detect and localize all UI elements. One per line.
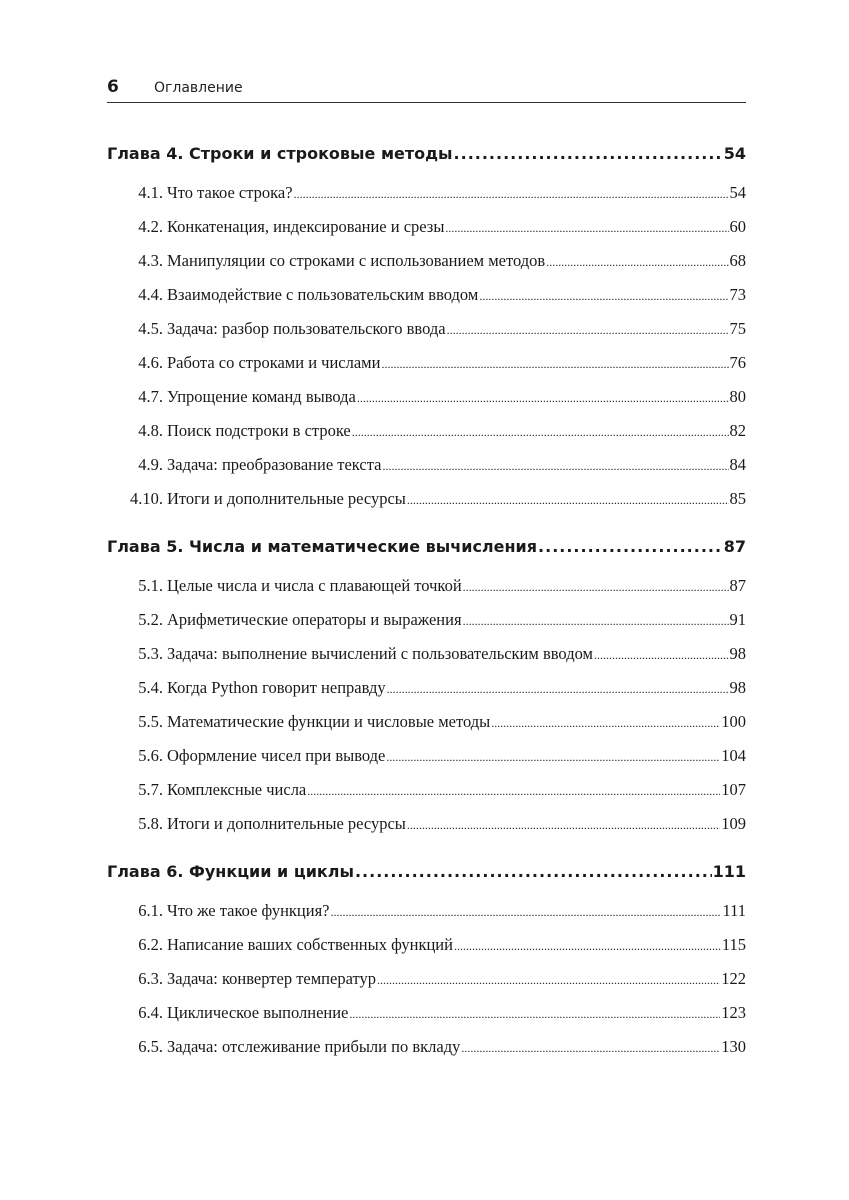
section-page-number: 109 xyxy=(721,814,746,833)
section-number: 5.1. xyxy=(138,576,163,595)
section-entry[interactable] xyxy=(107,244,746,278)
section-title: Оформление чисел при выводе xyxy=(167,746,386,765)
chapter-block xyxy=(107,533,746,841)
section-title: Задача: разбор пользовательского ввода xyxy=(167,319,446,338)
dot-leader xyxy=(352,415,729,449)
section-title: Математические функции и числовые методы xyxy=(167,712,491,731)
section-page-number: 76 xyxy=(729,353,746,372)
section-title: Поиск подстроки в строке xyxy=(167,421,351,440)
section-page-number: 91 xyxy=(729,610,746,629)
section-entry[interactable] xyxy=(107,671,746,705)
dot-leader xyxy=(463,604,729,638)
section-title: Комплексные числа xyxy=(167,780,307,799)
dot-leader xyxy=(454,140,723,168)
section-title: Когда Python говорит неправду xyxy=(167,678,386,697)
section-page-number: 104 xyxy=(721,746,746,765)
section-entry[interactable] xyxy=(107,739,746,773)
section-entry[interactable] xyxy=(107,705,746,739)
section-number: 4.10. xyxy=(130,489,163,508)
section-title: Упрощение команд вывода xyxy=(167,387,356,406)
section-page-number: 122 xyxy=(721,969,746,988)
dot-leader xyxy=(381,347,728,381)
section-entry[interactable] xyxy=(107,176,746,210)
dot-leader xyxy=(479,279,728,313)
section-entry[interactable] xyxy=(107,894,746,928)
section-number: 5.7. xyxy=(138,780,163,799)
dot-leader xyxy=(538,533,723,561)
section-entry[interactable] xyxy=(107,346,746,380)
section-number: 4.7. xyxy=(138,387,163,406)
section-number: 6.1. xyxy=(138,901,163,920)
section-number: 6.4. xyxy=(138,1003,163,1022)
section-entry[interactable] xyxy=(107,482,746,516)
chapter-entry[interactable] xyxy=(107,533,746,561)
section-title: Работа со строками и числами xyxy=(167,353,381,372)
section-number: 6.5. xyxy=(138,1037,163,1056)
section-entry[interactable] xyxy=(107,210,746,244)
page-header xyxy=(107,76,746,103)
chapter-title: Глава 5. Числа и математические вычисления xyxy=(107,537,538,556)
chapter-page-number: 111 xyxy=(712,862,746,881)
dot-leader xyxy=(377,963,720,997)
section-number: 4.4. xyxy=(138,285,163,304)
dot-leader xyxy=(386,740,720,774)
running-title: Оглавление xyxy=(154,80,243,96)
section-page-number: 85 xyxy=(729,489,746,508)
section-title: Задача: конвертер температур xyxy=(167,969,376,988)
section-title: Манипуляции со строками с использованием методов xyxy=(167,251,546,270)
section-entry[interactable] xyxy=(107,380,746,414)
chapter-entry[interactable] xyxy=(107,858,746,886)
dot-leader xyxy=(461,1031,720,1065)
section-number: 4.6. xyxy=(138,353,163,372)
section-entry[interactable] xyxy=(107,1030,746,1064)
section-entry[interactable] xyxy=(107,448,746,482)
dot-leader xyxy=(307,774,720,808)
section-title: Итоги и дополнительные ресурсы xyxy=(167,489,406,508)
dot-leader xyxy=(463,570,729,604)
section-title: Написание ваших собственных функций xyxy=(167,935,453,954)
dot-leader xyxy=(407,483,729,517)
section-number: 4.5. xyxy=(138,319,163,338)
chapter-page-number: 87 xyxy=(723,537,746,556)
section-entry[interactable] xyxy=(107,773,746,807)
section-title: Взаимодействие с пользовательским вводом xyxy=(167,285,479,304)
dot-leader xyxy=(407,808,720,842)
section-page-number: 73 xyxy=(729,285,746,304)
section-title: Итоги и дополнительные ресурсы xyxy=(167,814,406,833)
section-page-number: 84 xyxy=(729,455,746,474)
dot-leader xyxy=(445,211,728,245)
section-title: Задача: отслеживание прибыли по вкладу xyxy=(167,1037,461,1056)
section-page-number: 130 xyxy=(721,1037,746,1056)
dot-leader xyxy=(447,313,729,347)
section-page-number: 98 xyxy=(729,644,746,663)
section-number: 4.1. xyxy=(138,183,163,202)
dot-leader xyxy=(454,929,721,963)
section-page-number: 82 xyxy=(729,421,746,440)
section-title: Конкатенация, индексирование и срезы xyxy=(167,217,445,236)
section-number: 5.2. xyxy=(138,610,163,629)
section-title: Целые числа и числа с плавающей точкой xyxy=(167,576,462,595)
section-number: 5.8. xyxy=(138,814,163,833)
section-entry[interactable] xyxy=(107,996,746,1030)
section-number: 6.2. xyxy=(138,935,163,954)
chapter-block xyxy=(107,858,746,1064)
chapter-title: Глава 6. Функции и циклы xyxy=(107,862,354,881)
chapter-page-number: 54 xyxy=(723,144,746,163)
chapter-block xyxy=(107,140,746,516)
section-entry[interactable] xyxy=(107,414,746,448)
section-title: Задача: преобразование текста xyxy=(167,455,382,474)
dot-leader xyxy=(357,381,729,415)
section-page-number: 115 xyxy=(721,935,746,954)
table-of-contents xyxy=(107,140,746,1064)
dot-leader xyxy=(491,706,720,740)
section-title: Арифметические операторы и выражения xyxy=(167,610,462,629)
chapter-title: Глава 4. Строки и строковые методы xyxy=(107,144,453,163)
section-number: 4.2. xyxy=(138,217,163,236)
section-title: Циклическое выполнение xyxy=(167,1003,349,1022)
section-entry[interactable] xyxy=(107,603,746,637)
section-page-number: 54 xyxy=(729,183,746,202)
page-number: 6 xyxy=(107,77,119,97)
section-number: 6.3. xyxy=(138,969,163,988)
section-page-number: 98 xyxy=(729,678,746,697)
section-entry[interactable] xyxy=(107,312,746,346)
section-page-number: 107 xyxy=(721,780,746,799)
section-number: 5.3. xyxy=(138,644,163,663)
section-page-number: 60 xyxy=(729,217,746,236)
section-number: 5.5. xyxy=(138,712,163,731)
dot-leader xyxy=(546,245,728,279)
section-page-number: 111 xyxy=(722,901,746,920)
section-number: 5.4. xyxy=(138,678,163,697)
section-entry[interactable] xyxy=(107,928,746,962)
section-page-number: 68 xyxy=(729,251,746,270)
section-number: 4.3. xyxy=(138,251,163,270)
dot-leader xyxy=(294,177,729,211)
section-number: 4.8. xyxy=(138,421,163,440)
section-number: 4.9. xyxy=(138,455,163,474)
section-title: Что же такое функция? xyxy=(167,901,330,920)
dot-leader xyxy=(387,672,729,706)
section-page-number: 123 xyxy=(721,1003,746,1022)
section-entry[interactable] xyxy=(107,278,746,312)
section-page-number: 75 xyxy=(729,319,746,338)
dot-leader xyxy=(382,449,728,483)
section-number: 5.6. xyxy=(138,746,163,765)
section-title: Что такое строка? xyxy=(167,183,293,202)
chapter-entry[interactable] xyxy=(107,140,746,168)
dot-leader xyxy=(355,858,712,886)
section-page-number: 87 xyxy=(729,576,746,595)
section-title: Задача: выполнение вычислений с пользовательским вводом xyxy=(167,644,593,663)
dot-leader xyxy=(349,997,720,1031)
section-entry[interactable] xyxy=(107,637,746,671)
section-page-number: 100 xyxy=(721,712,746,731)
section-page-number: 80 xyxy=(729,387,746,406)
section-entry[interactable] xyxy=(107,962,746,996)
dot-leader xyxy=(331,895,722,929)
dot-leader xyxy=(594,638,729,672)
section-entry[interactable] xyxy=(107,807,746,841)
section-entry[interactable] xyxy=(107,569,746,603)
